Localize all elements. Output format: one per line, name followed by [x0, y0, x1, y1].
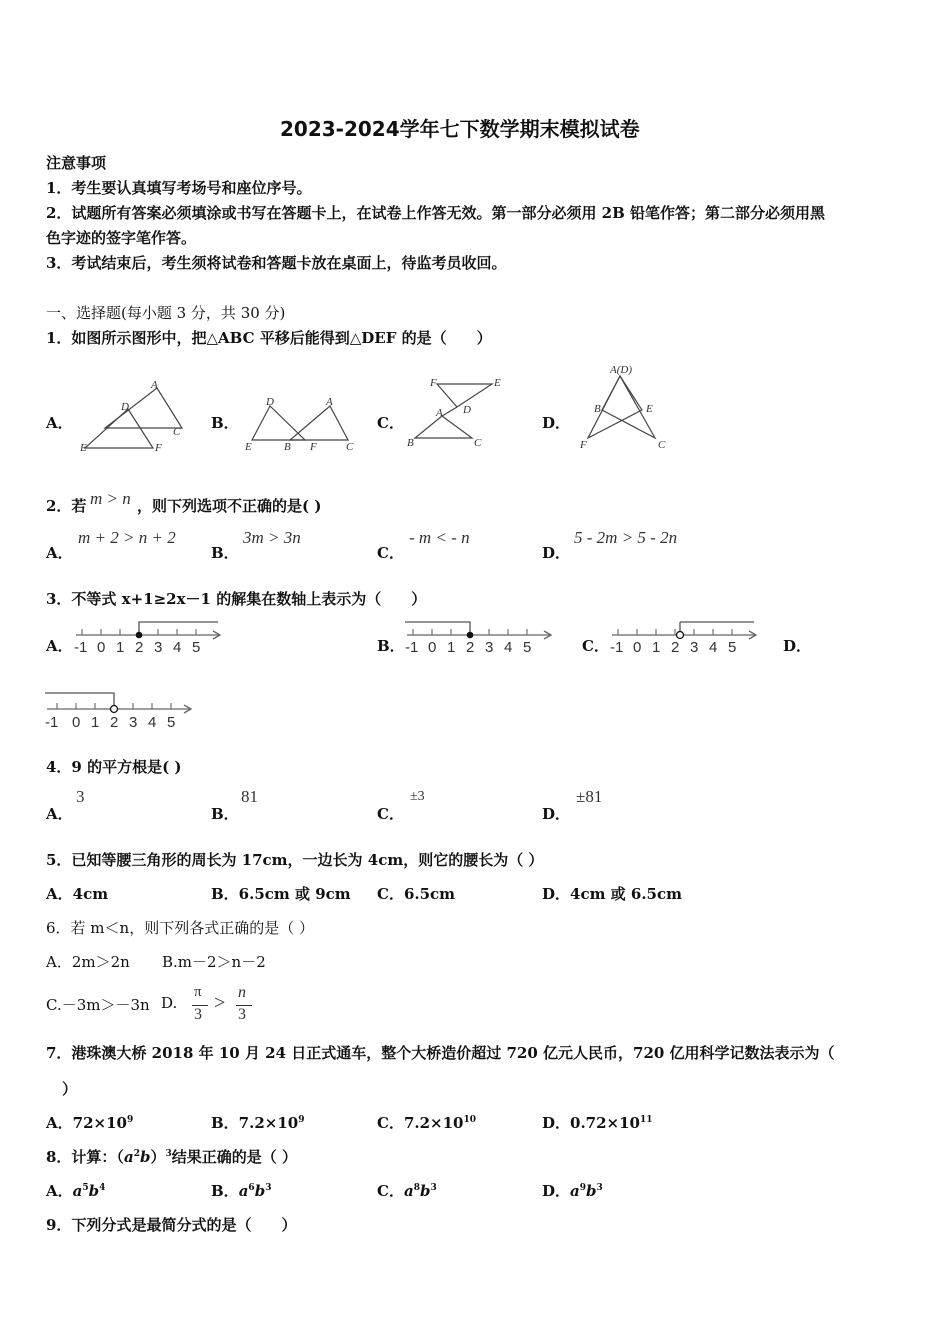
q6d-denominator-2: 3 [238, 1006, 246, 1023]
q1b-label-b: B [284, 441, 291, 453]
svg-text:0: 0 [97, 639, 106, 656]
page-title: 2023-2024学年七下数学期末模拟试卷 [280, 117, 640, 141]
svg-text:5: 5 [523, 639, 532, 656]
q1c-triangle-abc [415, 416, 472, 438]
q3d-solution-ray [45, 693, 114, 705]
q3-option-d-label: D． [783, 637, 812, 655]
q4-option-a-label: A． [46, 805, 73, 823]
svg-text:5: 5 [728, 639, 737, 656]
q2-option-c-label: C． [377, 544, 404, 562]
svg-text:-1: -1 [74, 639, 88, 656]
q8-option-b: B．$a^6b^3$ [211, 1182, 272, 1200]
q6d-numerator-1: π [194, 984, 202, 1000]
q1c-label-d: D [463, 404, 471, 416]
svg-text:-1: -1 [45, 714, 59, 730]
q2-option-c-expr: - m < - n [409, 528, 470, 547]
q2-stem-post: ，则下列选项不正确的是( ) [137, 497, 322, 515]
q3-stem: 3．不等式 x+1≥2x－1 的解集在数轴上表示为（ ） [46, 590, 427, 608]
q1a-label-e: E [80, 442, 87, 454]
q4-option-d-label: D． [542, 805, 571, 823]
q3-option-a-label: A． [46, 637, 73, 655]
q4-option-b-value: 81 [241, 787, 258, 806]
notice-heading: 注意事项 [46, 154, 107, 172]
q1c-label-f: F [430, 377, 437, 389]
q1-stem: 1．如图所示图形中，把△ABC 平移后能得到△DEF 的是（ ） [46, 329, 492, 347]
q1b-label-c: C [346, 441, 354, 453]
q5-stem: 5．已知等腰三角形的周长为 17cm，一边长为 4cm，则它的腰长为（ ） [46, 851, 544, 869]
q1b-label-a: A [326, 396, 333, 408]
q1b-label-d: D [266, 396, 274, 408]
q3a-solution-ray [139, 622, 218, 635]
q6-option-c: C.－3m＞－3n [46, 996, 150, 1014]
svg-text:4: 4 [148, 714, 157, 730]
q1-figure-c [400, 372, 510, 452]
svg-text:2: 2 [466, 639, 475, 656]
q7-option-d: D．$0.72\times 10^{11}$ [542, 1114, 653, 1132]
svg-text:2: 2 [110, 714, 119, 730]
q6-option-b: B.m－2＞n－2 [162, 953, 266, 971]
svg-text:5: 5 [192, 639, 201, 656]
svg-text:1: 1 [447, 639, 456, 656]
q1c-label-e: E [494, 377, 501, 389]
q2-stem-pre: 2．若 [46, 497, 87, 515]
q3d-open-point [111, 706, 118, 713]
q1c-label-b: B [407, 437, 414, 449]
q3c-open-point [677, 632, 684, 639]
q3-numberline-c [608, 616, 763, 656]
q1b-label-f: F [310, 441, 317, 453]
q6-option-d-expr [190, 984, 260, 1028]
q9-stem: 9．下列分式是最简分式的是（ ） [46, 1216, 297, 1234]
q2-option-a-expr: m + 2 > n + 2 [78, 528, 176, 547]
q7-stem-end: ） [62, 1080, 78, 1098]
q1d-label-f: F [580, 439, 587, 451]
q5-option-d: D．4cm 或 6.5cm [542, 885, 682, 903]
q7-stem: 7．港珠澳大桥 2018 年 10 月 24 日正式通车，整个大桥造价超过 720 亿元人民币，720 亿用科学记数法表示为（ [46, 1044, 835, 1062]
q2-condition: m > n [90, 489, 131, 508]
q6-option-a: A．2m＞2n [46, 953, 130, 971]
notice-item-2a: 2．试题所有答案必须填涂或书写在答题卡上，在试卷上作答无效。第一部分必须用 2B 铅笔作答；第二部分必须用黑 [46, 204, 826, 222]
q4-option-a-value: 3 [76, 787, 85, 806]
q3a-closed-point [136, 632, 143, 639]
q3-option-b-label: B． [377, 637, 405, 655]
svg-text:1: 1 [116, 639, 125, 656]
q6-option-d-label: D. [161, 994, 178, 1012]
q1-option-d-label: D． [542, 414, 571, 432]
q8-stem: 8．计算：$(a^2b)^3$结果正确的是（ ） [46, 1148, 297, 1166]
q3b-axis-labels [405, 639, 531, 656]
svg-text:0: 0 [428, 639, 437, 656]
q3b-solution-ray [405, 622, 470, 635]
q3a-axis-labels [74, 639, 200, 656]
q1c-label-a: A [436, 407, 443, 419]
svg-text:1: 1 [91, 714, 100, 730]
q1-figure-d [570, 362, 680, 454]
q5-option-c: C．6.5cm [377, 885, 456, 903]
svg-text:3: 3 [129, 714, 138, 730]
svg-text:3: 3 [154, 639, 163, 656]
q2-option-d-expr: 5 - 2m > 5 - 2n [574, 528, 678, 547]
q1-figure-b [240, 392, 360, 457]
q1a-triangle-abc [105, 388, 182, 428]
q7-option-a: A．$72\times 10^9$ [46, 1114, 134, 1132]
q1d-label-b: B [594, 403, 601, 415]
q1a-label-a: A [151, 379, 158, 391]
q4-option-d-value: ±81 [576, 787, 603, 806]
q2-option-d-label: D． [542, 544, 571, 562]
svg-text:4: 4 [504, 639, 513, 656]
q1b-triangle-abc [290, 406, 348, 440]
q1b-triangle-def [252, 406, 305, 440]
q1b-label-e: E [245, 441, 252, 453]
q1d-label-e: E [646, 403, 653, 415]
q4-option-c-label: C． [377, 805, 404, 823]
q4-option-c-value: ±3 [410, 789, 425, 804]
svg-text:2: 2 [135, 639, 144, 656]
svg-text:4: 4 [709, 639, 718, 656]
q1-option-a-label: A． [46, 414, 73, 432]
q8-option-c: C．$a^8b^3$ [377, 1182, 437, 1200]
q3-option-c-label: C． [582, 637, 609, 655]
q8-option-d: D．$a^9b^3$ [542, 1182, 603, 1200]
q3b-closed-point [467, 632, 474, 639]
q3-numberline-d [43, 688, 198, 730]
notice-item-1: 1．考生要认真填写考场号和座位序号。 [46, 179, 312, 197]
q3d-axis-labels [45, 714, 175, 730]
q7-option-b: B．$7.2\times 10^9$ [211, 1114, 305, 1132]
q4-option-b-label: B． [211, 805, 239, 823]
q5-option-a: A．4cm [46, 885, 109, 903]
svg-text:5: 5 [167, 714, 176, 730]
q1a-label-d: D [121, 401, 129, 413]
svg-text:-1: -1 [610, 639, 624, 656]
svg-text:4: 4 [173, 639, 182, 656]
q6d-numerator-2: n [238, 984, 246, 1001]
svg-text:2: 2 [671, 639, 680, 656]
notice-item-2b: 色字迹的签字笔作答。 [46, 229, 197, 247]
q6d-denominator-1: 3 [194, 1006, 202, 1023]
q3-numberline-a [72, 616, 227, 656]
q5-option-b: B．6.5cm 或 9cm [211, 885, 351, 903]
q1d-label-c: C [658, 439, 666, 451]
q1a-label-c: C [173, 426, 181, 438]
q6d-gt-sign: > [214, 992, 226, 1014]
q2-option-a-label: A． [46, 544, 73, 562]
q1-figure-a [75, 378, 190, 458]
q4-stem: 4．9 的平方根是( ) [46, 758, 182, 776]
svg-text:1: 1 [652, 639, 661, 656]
svg-text:0: 0 [72, 714, 81, 730]
q8-option-a: A．$a^5b^4$ [46, 1182, 106, 1200]
q1-option-b-label: B． [211, 414, 239, 432]
q1-option-c-label: C． [377, 414, 404, 432]
q1d-label-ad: A(D) [610, 364, 632, 376]
q1c-label-c: C [474, 437, 482, 449]
q6-stem: 6．若 m＜n，则下列各式正确的是（ ） [46, 919, 314, 937]
q3c-axis-labels [610, 639, 736, 656]
q2-option-b-label: B． [211, 544, 239, 562]
section-heading: 一、选择题(每小题 3 分，共 30 分) [46, 304, 286, 322]
q1a-label-f: F [155, 442, 162, 454]
q3-numberline-b [403, 616, 558, 656]
notice-item-3: 3．考试结束后，考生须将试卷和答题卡放在桌面上，待监考员收回。 [46, 254, 507, 272]
q7-option-c: C．$7.2\times 10^{10}$ [377, 1114, 477, 1132]
svg-text:0: 0 [633, 639, 642, 656]
q2-option-b-expr: 3m > 3n [243, 528, 301, 547]
svg-text:-1: -1 [405, 639, 419, 656]
svg-text:3: 3 [690, 639, 699, 656]
svg-text:3: 3 [485, 639, 494, 656]
